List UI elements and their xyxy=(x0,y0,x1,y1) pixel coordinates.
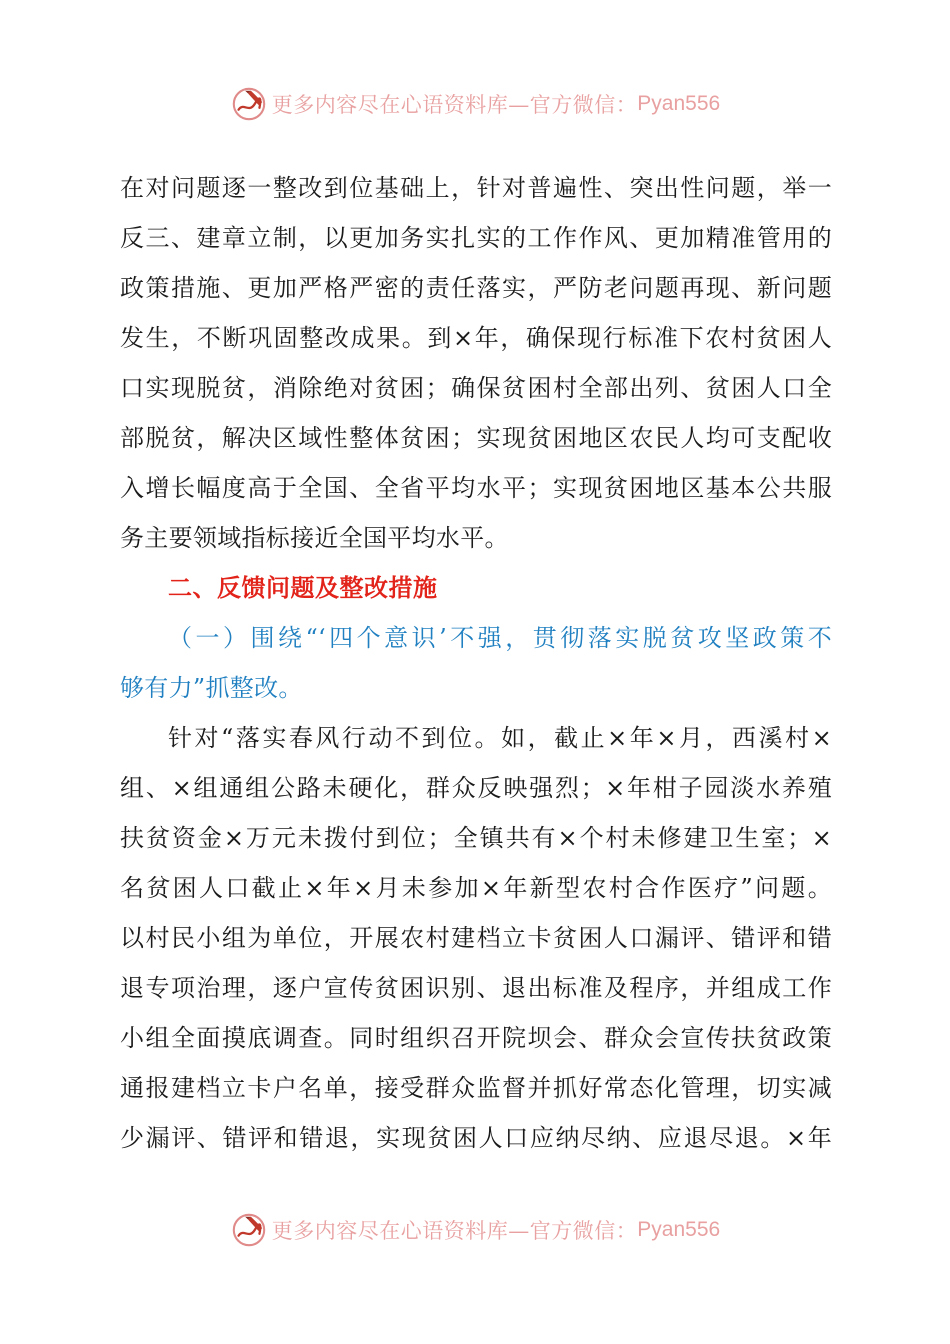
text-line: 针对“落实春风行动不到位。如，截止×年×月，西溪村× xyxy=(168,724,832,752)
watermark-banner-bottom xyxy=(0,1208,950,1252)
text-line: 政策措施、更加严格严密的责任落实，严防老问题再现、新问题 xyxy=(120,274,832,302)
pen-signature-logo-icon xyxy=(230,85,268,123)
text-line: 务主要领域指标接近全国平均水平。 xyxy=(120,524,509,552)
watermark-banner-top xyxy=(0,82,950,126)
text-line: 少漏评、错评和错退，实现贫困人口应纳尽纳、应退尽退。×年 xyxy=(120,1124,832,1152)
text-line: 部脱贫，解决区域性整体贫困；实现贫困地区农民人均可支配收 xyxy=(120,424,832,452)
text-line: 名贫困人口截止×年×月未参加×年新型农村合作医疗”问题。 xyxy=(120,874,832,902)
text-line: 以村民小组为单位，开展农村建档立卡贫困人口漏评、错评和错 xyxy=(120,924,832,952)
pen-signature-logo-icon xyxy=(230,1211,268,1249)
text-line: 组、×组通组公路未硬化，群众反映强烈；×年柑子园淡水养殖 xyxy=(120,774,832,802)
document-body xyxy=(120,163,832,1163)
text-line: 在对问题逐一整改到位基础上，针对普遍性、突出性问题，举一 xyxy=(120,174,832,202)
text-line: 退专项治理，逐户宣传贫困识别、退出标准及程序，并组成工作 xyxy=(120,974,832,1002)
text-line: 发生，不断巩固整改成果。到×年，确保现行标准下农村贫困人 xyxy=(120,324,832,352)
subsection-heading-line: （一）围绕“‘四个意识’不强，贯彻落实脱贫攻坚政策不 xyxy=(168,624,832,652)
text-line: 扶贫资金×万元未拨付到位；全镇共有×个村未修建卫生室；× xyxy=(120,824,832,852)
section-heading: 二、反馈问题及整改措施 xyxy=(168,574,438,602)
text-line: 入增长幅度高于全国、全省平均水平；实现贫困地区基本公共服 xyxy=(120,474,832,502)
text-line: 通报建档立卡户名单，接受群众监督并抓好常态化管理，切实减 xyxy=(120,1074,832,1102)
text-line: 小组全面摸底调查。同时组织召开院坝会、群众会宣传扶贫政策 xyxy=(120,1024,832,1052)
text-line: 口实现脱贫，消除绝对贫困；确保贫困村全部出列、贫困人口全 xyxy=(120,374,832,402)
watermark-wechat-id: Pyan556 xyxy=(637,1218,721,1241)
text-line: 反三、建章立制，以更加务实扎实的工作作风、更加精准管用的 xyxy=(120,224,832,252)
watermark-text: 更多内容尽在心语资料库—官方微信： xyxy=(271,93,638,117)
watermark-text: 更多内容尽在心语资料库—官方微信： xyxy=(271,1219,638,1243)
watermark-wechat-id: Pyan556 xyxy=(637,92,721,115)
subsection-heading-line: 够有力”抓整改。 xyxy=(120,674,303,702)
